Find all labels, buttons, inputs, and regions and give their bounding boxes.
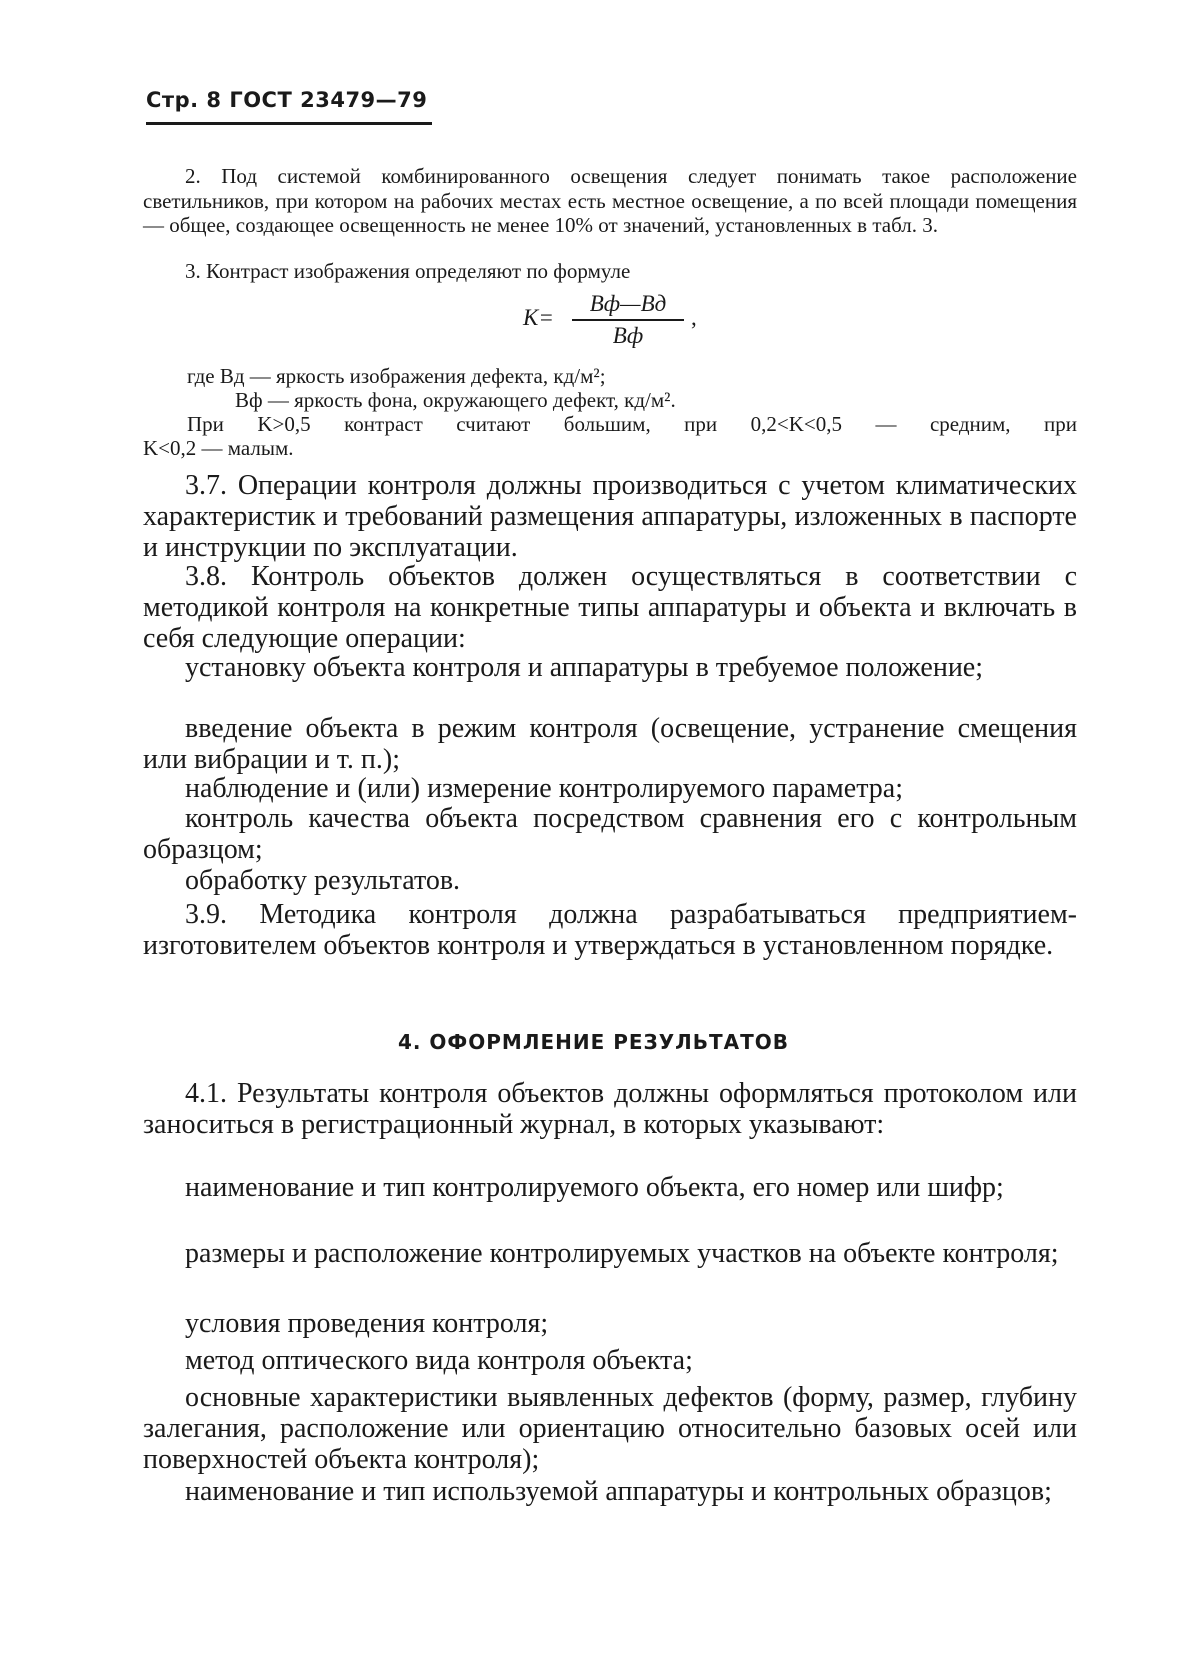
list-item: наименование и тип контролируемого объекта, его номер или шифр;	[185, 1172, 1004, 1203]
contrast-line-2: K<0,2 — малым.	[143, 436, 294, 460]
note-3: 3. Контраст изображения определяют по формуле	[185, 259, 631, 283]
formula-numerator: Bф—Bд	[589, 291, 667, 316]
list-item: основные характеристики выявленных дефектов (форму, размер, глубину залегания, расположение или ориентацию относительно базовых осей или поверхностей объекта контроля);	[143, 1382, 1077, 1475]
list-item: размеры и расположение контролируемых участков на объекте контроля;	[185, 1238, 1059, 1269]
section-4-title: 4. ОФОРМЛЕНИЕ РЕЗУЛЬТАТОВ	[397, 1030, 790, 1054]
where-bd: где Bд — яркость изображения дефекта, кд/м²;	[187, 364, 606, 388]
list-item: контроль качества объекта посредством сравнения его с контрольным образцом;	[143, 803, 1077, 865]
clause-3-7: 3.7. Операции контроля должны производиться с учетом климатических характеристик и требований размещения аппаратуры, изложенных в паспорте и инструкции по эксплуатации.	[143, 470, 1077, 563]
contrast-line-1: При K>0,5 контраст считают большим, при 0,2<K<0,5 — средним, при	[187, 412, 1077, 436]
clause-3-9: 3.9. Методика контроля должна разрабатываться предприятием-изготовителем объектов контроля и утверждаться в установленном порядке.	[143, 899, 1077, 961]
clause-4-1: 4.1. Результаты контроля объектов должны оформляться протоколом или заноситься в регистрационный журнал, в которых указывают:	[143, 1078, 1077, 1140]
formula-lhs: K=	[523, 305, 554, 330]
list-item: метод оптического вида контроля объекта;	[185, 1345, 693, 1376]
clause-3-8: 3.8. Контроль объектов должен осуществляться в соответствии с методикой контроля на конкретные типы аппаратуры и объекта и включать в себя следующие операции:	[143, 561, 1077, 654]
note-2: 2. Под системой комбинированного освещения следует понимать такое расположение светильников, при котором на рабочих местах есть местное освещение, а по всей площади помещения — общее, создающее освещенность не менее 10% от значений, установленных в табл. 3.	[143, 164, 1077, 237]
list-item: установку объекта контроля и аппаратуры в требуемое положение;	[185, 652, 984, 683]
where-bf: Bф — яркость фона, окружающего дефект, кд/м².	[235, 388, 676, 412]
formula-fraction	[568, 291, 688, 349]
page-header: Стр. 8 ГОСТ 23479—79	[146, 88, 428, 112]
formula-comma: ,	[691, 305, 697, 330]
list-item: наименование и тип используемой аппаратуры и контрольных образцов;	[185, 1476, 1052, 1507]
list-item: наблюдение и (или) измерение контролируемого параметра;	[185, 773, 903, 804]
formula-denominator: Bф	[612, 322, 644, 348]
list-item: обработку результатов.	[185, 865, 461, 896]
header-rule	[146, 122, 432, 125]
list-item: введение объекта в режим контроля (освещение, устранение смещения или вибрации и т. п.);	[143, 713, 1077, 775]
list-item: условия проведения контроля;	[185, 1308, 549, 1339]
